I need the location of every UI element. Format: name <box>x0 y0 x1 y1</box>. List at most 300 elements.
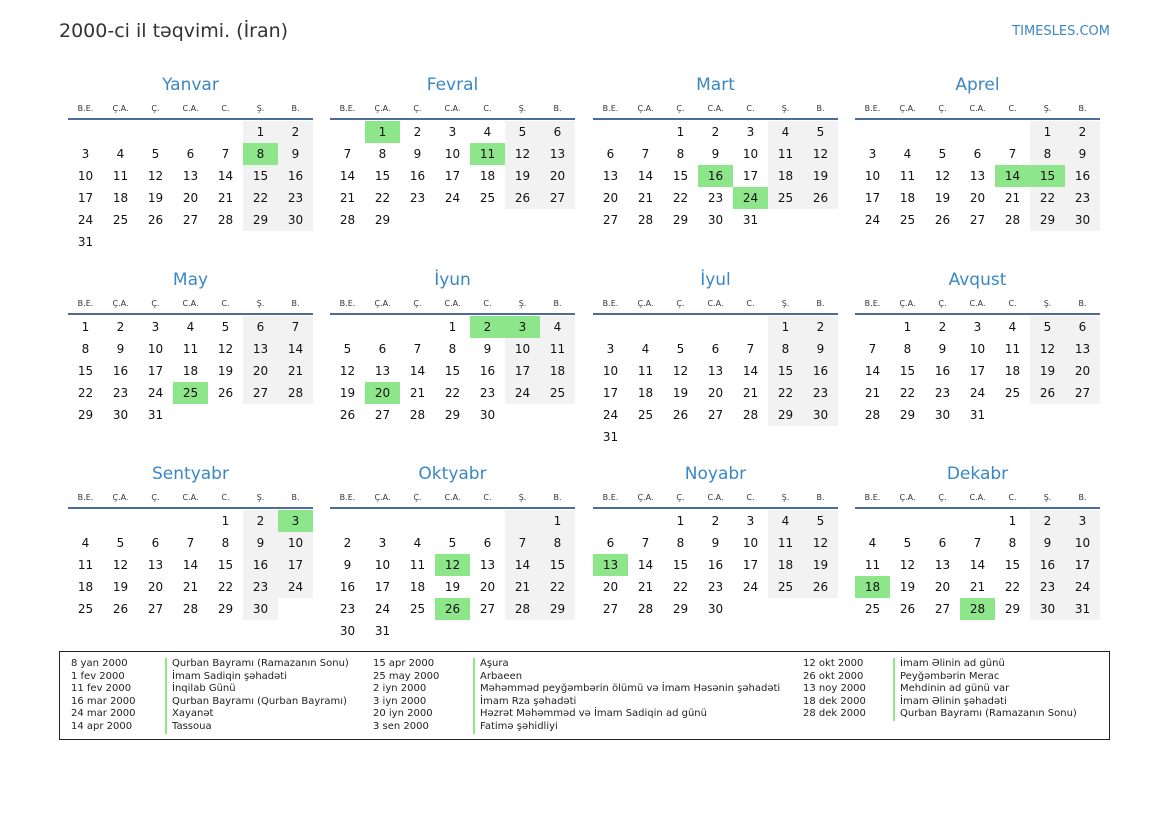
day-cell: 7 <box>505 532 540 554</box>
day-cell: 28 <box>864 408 881 422</box>
day-cell: 10 <box>278 532 313 554</box>
day-cell: 26 <box>934 213 951 227</box>
day-cell: 24 <box>278 576 313 598</box>
day-cell: 10 <box>742 536 759 550</box>
empty-cell <box>173 510 208 532</box>
day-cell: 22 <box>768 382 803 404</box>
empty-cell <box>890 510 925 532</box>
day-cell: 6 <box>973 147 982 161</box>
day-cell: 16 <box>243 554 278 576</box>
empty-cell <box>173 121 208 143</box>
weekday-label: B.E. <box>864 492 881 502</box>
day-cell: 3 <box>746 125 755 139</box>
weekday-label: Ş. <box>256 103 265 113</box>
day-cell: 24 <box>969 386 986 400</box>
day-cell: 18 <box>768 554 803 576</box>
day-cell: 23 <box>707 580 724 594</box>
weekday-label: B.E. <box>602 103 619 113</box>
day-cell: 25 <box>864 602 881 616</box>
empty-cell <box>138 121 173 143</box>
holiday-day-cell: 13 <box>593 554 628 576</box>
day-cell: 28 <box>637 602 654 616</box>
day-cell: 31 <box>742 213 759 227</box>
day-cell: 31 <box>969 408 986 422</box>
day-cell: 14 <box>278 338 313 360</box>
day-grid <box>855 120 1100 231</box>
day-cell: 23 <box>243 576 278 598</box>
day-cell: 5 <box>1030 316 1065 338</box>
weekday-label: B.E. <box>77 103 94 113</box>
day-cell: 15 <box>444 364 461 378</box>
day-cell: 13 <box>147 558 164 572</box>
weekday-label: B. <box>816 298 825 308</box>
month-name: Yanvar <box>162 75 219 95</box>
day-cell: 20 <box>707 386 724 400</box>
weekday-label: B. <box>553 103 562 113</box>
day-cell: 9 <box>1030 532 1065 554</box>
day-cell: 7 <box>868 342 877 356</box>
empty-cell <box>628 121 663 143</box>
day-cell: 23 <box>409 191 426 205</box>
weekday-header <box>68 487 313 509</box>
day-cell: 27 <box>602 213 619 227</box>
month-block <box>593 72 838 231</box>
weekday-label: Ç. <box>151 492 160 502</box>
legend-dates-1 <box>71 658 136 734</box>
day-cell: 20 <box>1065 360 1100 382</box>
legend-holiday-name: İmam Rza şəhadəti <box>473 696 780 709</box>
day-cell: 14 <box>339 169 356 183</box>
day-cell: 19 <box>1030 360 1065 382</box>
day-cell: 8 <box>1030 143 1065 165</box>
day-cell: 30 <box>934 408 951 422</box>
empty-cell <box>925 510 960 532</box>
month-name: İyun <box>434 270 471 290</box>
day-grid <box>855 509 1100 620</box>
day-cell: 8 <box>540 532 575 554</box>
day-cell: 8 <box>1008 536 1017 550</box>
day-cell: 1 <box>903 320 912 334</box>
day-cell: 2 <box>413 125 422 139</box>
day-cell: 18 <box>77 580 94 594</box>
day-grid <box>68 120 313 253</box>
month-block <box>68 72 313 253</box>
empty-cell <box>855 121 890 143</box>
day-cell: 30 <box>339 624 356 638</box>
day-cell: 13 <box>479 558 496 572</box>
empty-cell <box>330 510 365 532</box>
weekday-label: Ç. <box>676 492 685 502</box>
day-cell: 14 <box>637 558 654 572</box>
day-cell: 9 <box>938 342 947 356</box>
day-cell: 30 <box>707 213 724 227</box>
weekday-label: Ç.A. <box>374 298 391 308</box>
day-cell: 28 <box>505 598 540 620</box>
day-cell: 19 <box>803 165 838 187</box>
empty-cell <box>400 510 435 532</box>
day-cell: 6 <box>378 342 387 356</box>
day-cell: 8 <box>448 342 457 356</box>
holiday-day-cell: 24 <box>733 187 768 209</box>
legend-date: 3 sen 2000 <box>373 720 429 732</box>
legend-holiday-name: Peyğəmbərin Merac <box>893 671 1077 684</box>
day-cell: 8 <box>81 342 90 356</box>
day-cell: 31 <box>374 624 391 638</box>
weekday-label: Ç. <box>676 103 685 113</box>
day-cell: 1 <box>1030 121 1065 143</box>
day-cell: 30 <box>112 408 129 422</box>
weekday-label: Ç. <box>151 103 160 113</box>
weekday-label: Ç.A. <box>374 103 391 113</box>
legend-holiday-name: Məhəmməd peyğəmbərin ölümü və İmam Həsənin şəhadəti <box>473 683 780 696</box>
weekday-label: Ş. <box>1043 492 1052 502</box>
day-cell: 5 <box>116 536 125 550</box>
legend-date: 14 apr 2000 <box>71 720 133 732</box>
day-grid <box>330 509 575 642</box>
empty-cell <box>733 316 768 338</box>
weekday-label: Ç.A. <box>899 103 916 113</box>
day-cell: 2 <box>343 536 352 550</box>
day-cell: 8 <box>676 147 685 161</box>
day-cell: 22 <box>672 580 689 594</box>
day-cell: 24 <box>1065 576 1100 598</box>
month-block <box>330 267 575 426</box>
day-cell: 1 <box>1008 514 1017 528</box>
empty-cell <box>68 510 103 532</box>
empty-cell <box>330 121 365 143</box>
day-cell: 1 <box>540 510 575 532</box>
day-cell: 19 <box>672 386 689 400</box>
day-cell: 25 <box>540 382 575 404</box>
weekday-label: C. <box>483 103 492 113</box>
day-cell: 3 <box>868 147 877 161</box>
day-cell: 9 <box>711 536 720 550</box>
empty-cell <box>628 316 663 338</box>
weekday-label: C.A. <box>182 103 199 113</box>
weekday-header <box>855 293 1100 315</box>
month-name: Dekabr <box>946 464 1009 484</box>
day-cell: 13 <box>934 558 951 572</box>
day-cell: 24 <box>77 213 94 227</box>
day-cell: 9 <box>243 532 278 554</box>
day-cell: 18 <box>637 386 654 400</box>
weekday-header <box>330 293 575 315</box>
day-cell: 26 <box>803 576 838 598</box>
empty-cell <box>925 121 960 143</box>
day-cell: 12 <box>899 558 916 572</box>
day-cell: 2 <box>711 514 720 528</box>
day-cell: 10 <box>444 147 461 161</box>
day-cell: 14 <box>742 364 759 378</box>
day-cell: 13 <box>243 338 278 360</box>
day-cell: 16 <box>112 364 129 378</box>
day-cell: 29 <box>243 209 278 231</box>
day-cell: 3 <box>448 125 457 139</box>
day-cell: 6 <box>540 121 575 143</box>
day-cell: 11 <box>864 558 881 572</box>
day-cell: 12 <box>505 143 540 165</box>
weekday-label: C. <box>1008 492 1017 502</box>
day-cell: 31 <box>1065 598 1100 620</box>
month-name: Fevral <box>426 75 479 95</box>
weekday-label: C.A. <box>444 103 461 113</box>
day-cell: 20 <box>602 580 619 594</box>
month-block <box>855 267 1100 426</box>
day-cell: 5 <box>803 510 838 532</box>
weekday-label: B. <box>553 492 562 502</box>
day-cell: 14 <box>409 364 426 378</box>
empty-cell <box>995 121 1030 143</box>
day-cell: 1 <box>768 316 803 338</box>
empty-cell <box>103 510 138 532</box>
day-grid <box>68 509 313 620</box>
day-cell: 12 <box>803 143 838 165</box>
day-cell: 15 <box>217 558 234 572</box>
day-cell: 27 <box>243 382 278 404</box>
day-cell: 21 <box>969 580 986 594</box>
legend-date: 3 iyn 2000 <box>373 695 427 707</box>
day-cell: 31 <box>602 430 619 444</box>
day-cell: 22 <box>540 576 575 598</box>
day-cell: 9 <box>1065 143 1100 165</box>
day-cell: 11 <box>409 558 426 572</box>
month-name: May <box>172 270 209 290</box>
day-grid <box>330 315 575 426</box>
day-cell: 14 <box>864 364 881 378</box>
empty-cell <box>365 510 400 532</box>
legend-date: 20 iyn 2000 <box>373 708 433 720</box>
weekday-label: Ç. <box>413 298 422 308</box>
day-cell: 17 <box>505 360 540 382</box>
month-block <box>330 461 575 642</box>
day-cell: 9 <box>278 143 313 165</box>
day-cell: 17 <box>602 386 619 400</box>
day-cell: 21 <box>278 360 313 382</box>
day-cell: 16 <box>278 165 313 187</box>
day-cell: 15 <box>243 165 278 187</box>
weekday-label: Ş. <box>781 103 790 113</box>
weekday-label: Ş. <box>518 103 527 113</box>
day-cell: 21 <box>182 580 199 594</box>
day-cell: 10 <box>505 338 540 360</box>
day-cell: 28 <box>339 213 356 227</box>
day-cell: 7 <box>1008 147 1017 161</box>
day-cell: 19 <box>444 580 461 594</box>
day-cell: 19 <box>112 580 129 594</box>
day-cell: 13 <box>969 169 986 183</box>
month-name: İyul <box>700 270 731 290</box>
month-name: Mart <box>696 75 735 95</box>
day-cell: 2 <box>711 125 720 139</box>
weekday-label: C.A. <box>444 492 461 502</box>
day-cell: 22 <box>243 187 278 209</box>
day-cell: 5 <box>903 536 912 550</box>
day-cell: 5 <box>448 536 457 550</box>
day-cell: 30 <box>707 602 724 616</box>
day-cell: 9 <box>483 342 492 356</box>
weekday-label: Ş. <box>256 492 265 502</box>
weekday-label: Ç. <box>413 103 422 113</box>
day-cell: 10 <box>602 364 619 378</box>
day-cell: 27 <box>182 213 199 227</box>
day-cell: 6 <box>606 536 615 550</box>
day-cell: 16 <box>934 364 951 378</box>
day-cell: 2 <box>803 316 838 338</box>
day-cell: 17 <box>77 191 94 205</box>
weekday-label: Ç. <box>413 492 422 502</box>
holiday-day-cell: 2 <box>470 316 505 338</box>
weekday-label: Ç.A. <box>637 492 654 502</box>
day-cell: 26 <box>112 602 129 616</box>
legend-holiday-name: Qurban Bayramı (Ramazanın Sonu) <box>165 658 349 671</box>
legend-names-3 <box>893 658 1077 721</box>
weekday-label: C.A. <box>707 298 724 308</box>
day-cell: 22 <box>672 191 689 205</box>
month-name: Noyabr <box>684 464 747 484</box>
day-cell: 26 <box>672 408 689 422</box>
weekday-label: Ç.A. <box>899 492 916 502</box>
day-cell: 4 <box>413 536 422 550</box>
day-cell: 5 <box>151 147 160 161</box>
day-cell: 20 <box>934 580 951 594</box>
empty-cell <box>593 510 628 532</box>
holiday-day-cell: 25 <box>173 382 208 404</box>
weekday-label: Ş. <box>518 492 527 502</box>
day-cell: 21 <box>339 191 356 205</box>
site-link[interactable]: TIMESLES.COM <box>1012 24 1110 39</box>
day-cell: 14 <box>217 169 234 183</box>
legend-dates-3 <box>803 658 866 721</box>
holiday-day-cell: 8 <box>243 143 278 165</box>
holiday-legend <box>59 651 1110 740</box>
day-grid <box>593 120 838 231</box>
day-cell: 21 <box>864 386 881 400</box>
weekday-label: B.E. <box>77 492 94 502</box>
day-cell: 16 <box>707 558 724 572</box>
day-cell: 13 <box>374 364 391 378</box>
day-cell: 27 <box>602 602 619 616</box>
day-cell: 5 <box>505 121 540 143</box>
day-cell: 10 <box>374 558 391 572</box>
day-cell: 11 <box>768 143 803 165</box>
day-cell: 11 <box>1004 342 1021 356</box>
day-cell: 27 <box>969 213 986 227</box>
day-cell: 19 <box>147 191 164 205</box>
day-cell: 11 <box>540 338 575 360</box>
weekday-label: C. <box>221 103 230 113</box>
day-cell: 10 <box>1065 532 1100 554</box>
weekday-header <box>68 98 313 120</box>
weekday-label: C. <box>483 298 492 308</box>
empty-cell <box>505 510 540 532</box>
day-cell: 25 <box>637 408 654 422</box>
legend-date: 26 okt 2000 <box>803 670 864 682</box>
holiday-day-cell: 3 <box>505 316 540 338</box>
day-cell: 7 <box>641 536 650 550</box>
day-cell: 11 <box>182 342 199 356</box>
weekday-label: Ç.A. <box>112 103 129 113</box>
day-cell: 14 <box>505 554 540 576</box>
day-cell: 28 <box>409 408 426 422</box>
weekday-label: Ç. <box>938 298 947 308</box>
day-cell: 24 <box>444 191 461 205</box>
day-cell: 29 <box>1004 602 1021 616</box>
day-cell: 4 <box>641 342 650 356</box>
day-cell: 3 <box>606 342 615 356</box>
day-cell: 17 <box>742 169 759 183</box>
day-cell: 9 <box>803 338 838 360</box>
day-cell: 1 <box>221 514 230 528</box>
legend-date: 25 may 2000 <box>373 670 440 682</box>
day-cell: 3 <box>973 320 982 334</box>
day-cell: 9 <box>116 342 125 356</box>
day-cell: 25 <box>768 576 803 598</box>
weekday-label: B. <box>553 298 562 308</box>
legend-date: 2 iyn 2000 <box>373 683 427 695</box>
day-cell: 21 <box>505 576 540 598</box>
day-cell: 30 <box>243 598 278 620</box>
day-cell: 6 <box>483 536 492 550</box>
day-cell: 15 <box>672 169 689 183</box>
day-cell: 28 <box>182 602 199 616</box>
legend-date: 12 okt 2000 <box>803 658 864 669</box>
day-cell: 23 <box>1030 576 1065 598</box>
day-cell: 15 <box>672 558 689 572</box>
day-grid <box>855 315 1100 426</box>
weekday-label: Ş. <box>781 298 790 308</box>
day-grid <box>593 315 838 448</box>
empty-cell <box>365 316 400 338</box>
day-cell: 8 <box>221 536 230 550</box>
weekday-label: B.E. <box>864 298 881 308</box>
weekday-label: C. <box>746 103 755 113</box>
weekday-header <box>593 487 838 509</box>
legend-holiday-name: İmam Əlinin ad günü <box>893 658 1077 671</box>
day-cell: 29 <box>444 408 461 422</box>
day-cell: 7 <box>278 316 313 338</box>
day-cell: 12 <box>803 532 838 554</box>
day-cell: 9 <box>343 558 352 572</box>
weekday-label: B. <box>1078 103 1087 113</box>
day-cell: 12 <box>217 342 234 356</box>
day-cell: 26 <box>899 602 916 616</box>
day-cell: 12 <box>112 558 129 572</box>
weekday-label: B.E. <box>864 103 881 113</box>
day-cell: 6 <box>938 536 947 550</box>
day-cell: 16 <box>1065 165 1100 187</box>
month-name: Sentyabr <box>152 464 229 484</box>
day-cell: 26 <box>339 408 356 422</box>
weekday-label: C.A. <box>707 492 724 502</box>
month-block <box>330 72 575 231</box>
weekday-label: C.A. <box>707 103 724 113</box>
day-cell: 4 <box>1008 320 1017 334</box>
day-cell: 29 <box>768 404 803 426</box>
holiday-day-cell: 15 <box>1030 165 1065 187</box>
day-cell: 7 <box>186 536 195 550</box>
weekday-label: B. <box>291 492 300 502</box>
day-cell: 19 <box>505 165 540 187</box>
weekday-label: C. <box>746 298 755 308</box>
day-cell: 30 <box>1065 209 1100 231</box>
day-cell: 25 <box>77 602 94 616</box>
day-cell: 20 <box>182 191 199 205</box>
month-block <box>855 461 1100 620</box>
month-block <box>68 461 313 620</box>
day-cell: 3 <box>81 147 90 161</box>
legend-holiday-name: İmam Əlinin şəhadəti <box>893 696 1077 709</box>
day-cell: 13 <box>182 169 199 183</box>
